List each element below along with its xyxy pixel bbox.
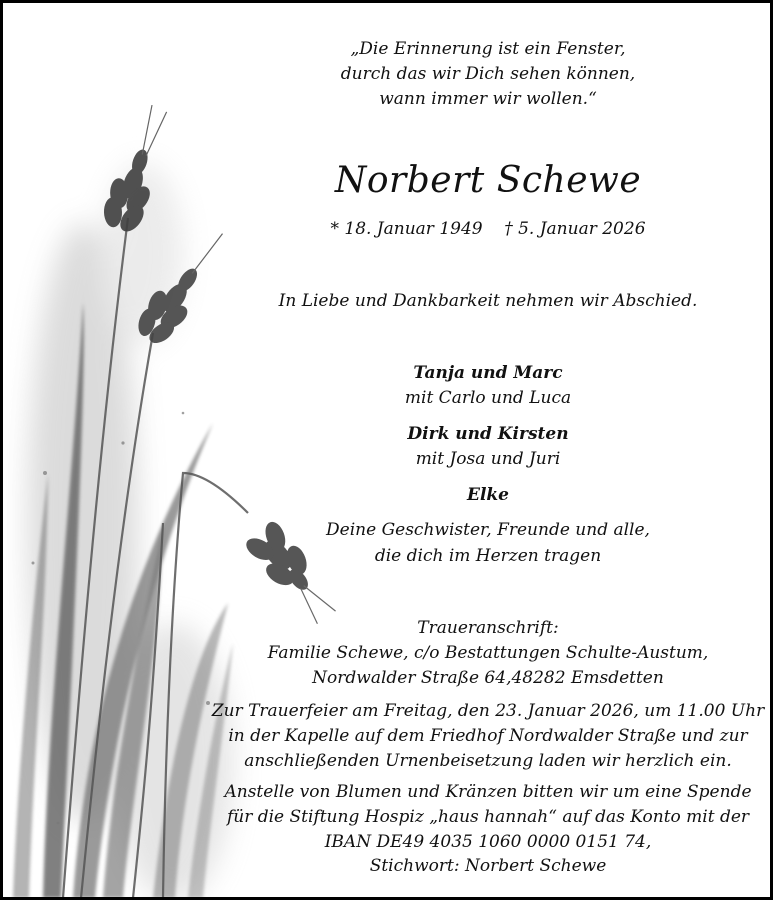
- donation-line: für die Stiftung Hospiz „haus hannah“ auf das Konto mit der: [226, 807, 750, 827]
- mourner-name: Dirk und Kirsten: [407, 424, 569, 444]
- donation-line: IBAN DE49 4035 1060 0000 0151 74,: [324, 832, 652, 852]
- farewell-text: In Liebe und Dankbarkeit nehmen wir Abschied.: [278, 291, 698, 311]
- life-dates: * 18. Januar 1949 † 5. Januar 2026: [330, 219, 646, 239]
- siblings-line: die dich im Herzen tragen: [374, 546, 602, 566]
- address-line: Familie Schewe, c/o Bestattungen Schulte-Austum,: [267, 643, 709, 663]
- quote-line: durch das wir Dich sehen können,: [340, 64, 636, 84]
- quote-line: wann immer wir wollen.“: [379, 89, 597, 109]
- service-line: in der Kapelle auf dem Friedhof Nordwalder Straße und zur: [228, 726, 748, 746]
- mourner-name: Tanja und Marc: [413, 363, 563, 383]
- address-line: Nordwalder Straße 64,48282 Emsdetten: [312, 668, 664, 688]
- deceased-name: Norbert Schewe: [334, 160, 642, 201]
- mourner-sub: mit Carlo und Luca: [404, 388, 572, 408]
- service-line: Zur Trauerfeier am Freitag, den 23. Januar 2026, um 11.00 Uhr: [211, 701, 765, 721]
- donation-line: Stichwort: Norbert Schewe: [369, 856, 607, 876]
- donation-line: Anstelle von Blumen und Kränzen bitten wir um eine Spende: [224, 782, 752, 802]
- quote-line: „Die Erinnerung ist ein Fenster,: [350, 39, 626, 59]
- address-label: Traueranschrift:: [417, 618, 559, 638]
- siblings-line: Deine Geschwister, Freunde und alle,: [326, 520, 650, 540]
- mourner-name: Elke: [466, 485, 509, 505]
- service-line: anschließenden Urnenbeisetzung laden wir herzlich ein.: [244, 751, 732, 771]
- mourner-sub: mit Josa und Juri: [415, 449, 561, 469]
